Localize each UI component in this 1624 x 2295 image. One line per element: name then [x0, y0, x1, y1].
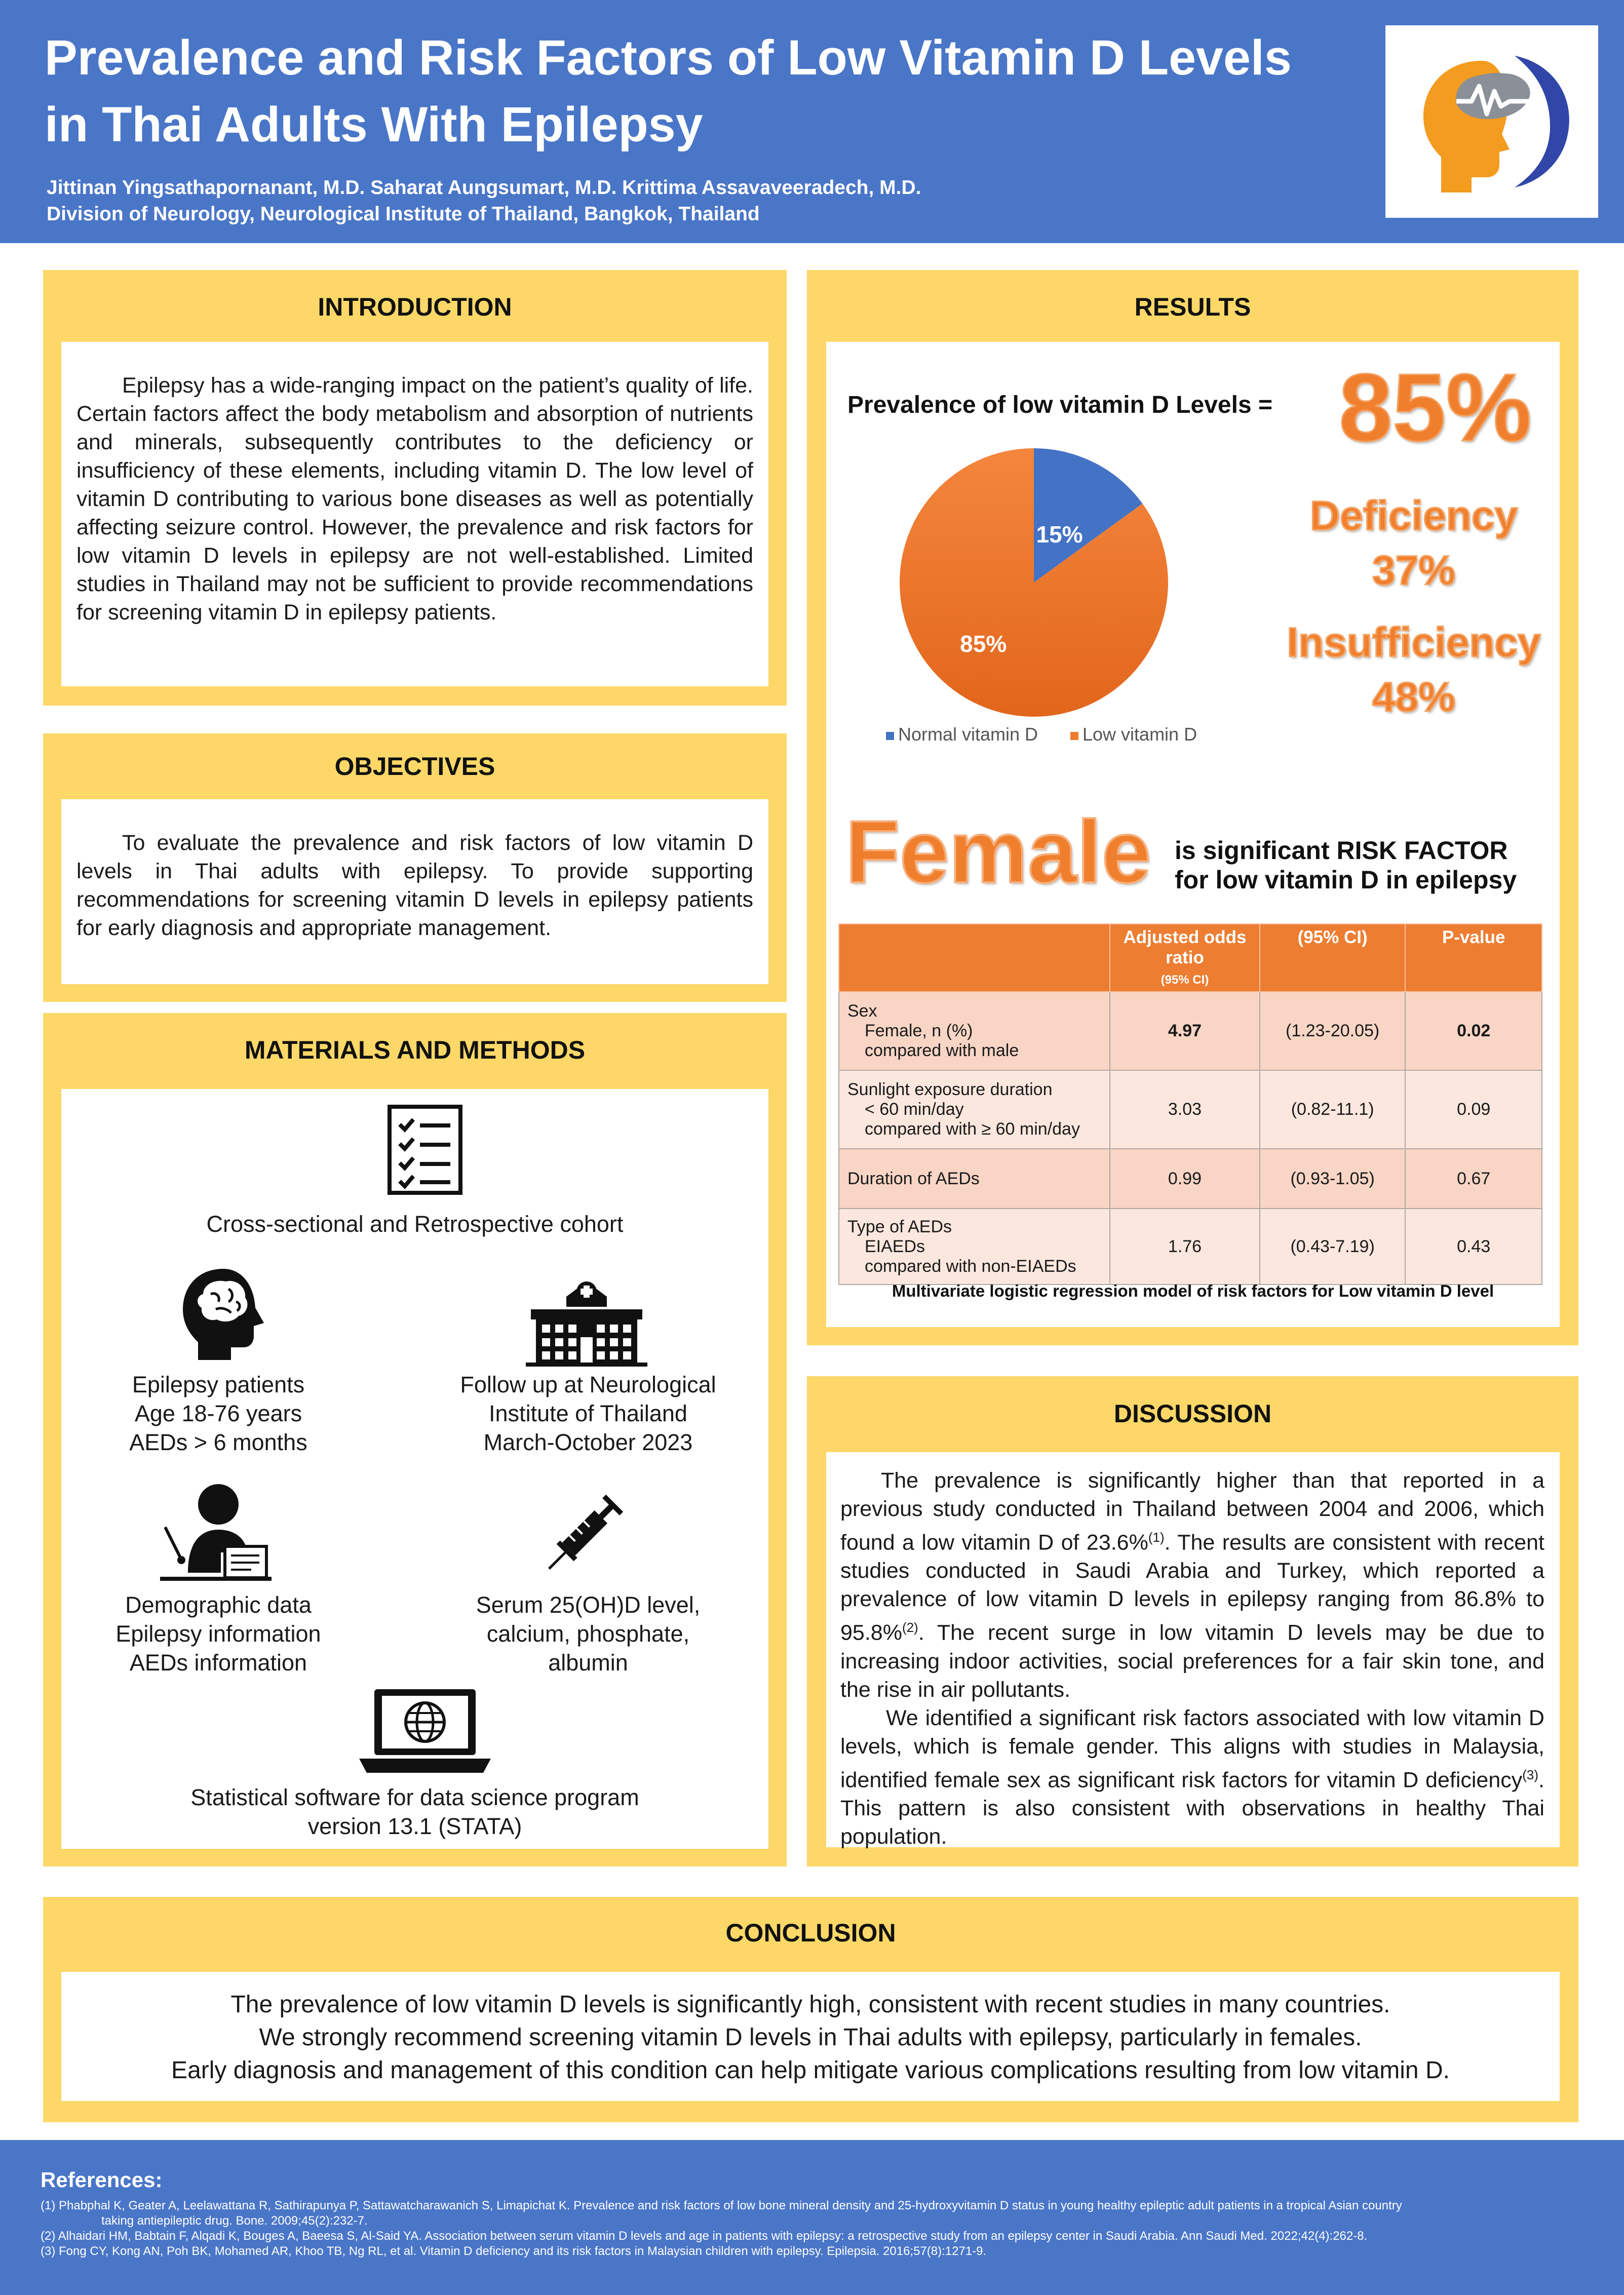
prevalence-value: 85%: [1339, 354, 1532, 461]
institute-logo: [1385, 25, 1598, 218]
poster-title: [45, 24, 1362, 158]
female-word: Female: [845, 803, 1151, 902]
table-row: Type of AEDs EIAEDs compared with non-EIAEDs 1.76 (0.43-7.19) 0.43: [839, 1209, 1542, 1285]
patients-info: [87, 1370, 350, 1457]
references-title: References:: [41, 2168, 163, 2192]
objectives-panel: [43, 733, 787, 1002]
patients-line-2: Age 18-76 years: [134, 1401, 302, 1426]
legend-label: Normal vitamin D: [898, 724, 1038, 745]
discussion-body: [826, 1452, 1560, 1847]
methods-title: MATERIALS AND METHODS: [244, 1036, 586, 1064]
checklist-icon: [387, 1104, 463, 1195]
risk-line-1: is significant RISK FACTOR: [1175, 836, 1508, 865]
results-body: [826, 342, 1560, 1327]
discussion-paragraph-1: The prevalence is significantly higher than that reported in a previous study conducted in Thailand between 2004 and 2006, which found a low vitamin D of 23.6%$^{(1)}$. The results are consistent with recent studies conducted in Saudi Arabia and Turkey, which reported a prevalence of low vitamin D levels in epilepsy ranging from 86.8% to 95.8%$^{(2)}$. The recent surge in low vitamin D levels may be due to increasing indoor activities, social preferences for a fair skin tone, and the rise in air pollutants.: [840, 1468, 1544, 1702]
title-line-2: in Thai Adults With Epilepsy: [45, 97, 703, 152]
risk-factor-statement: [1175, 836, 1517, 894]
authors: Jittinan Yingsathapornanant, M.D. Saharat Aungsumart, M.D. Krittima Assavaveeradech, M.D.: [47, 177, 921, 199]
prevalence-pie-chart: [892, 448, 1197, 745]
risk-factor-table: [838, 923, 1542, 1285]
header-odds-ratio: Adjusted odds ratio (95% CI): [1110, 924, 1260, 992]
deficiency-value: 37%: [1372, 548, 1456, 594]
results-panel: [807, 270, 1578, 1345]
followup-line-2: Institute of Thailand: [489, 1401, 687, 1426]
reference-3: (3) Fong CY, Kong AN, Poh BK, Mohamed AR, Khoo TB, Ng RL, et al. Vitamin D deficiency and its risk factors in Malaysian children with epilepsy. Epilepsia. 2016;57(8):1271-9.: [41, 2244, 987, 2258]
table-caption: Multivariate logistic regression model of risk factors for Low vitamin D level: [892, 1281, 1494, 1300]
insufficiency-value: 48%: [1372, 674, 1456, 720]
followup-line-3: March-October 2023: [483, 1429, 693, 1455]
conclusion-title: CONCLUSION: [725, 1919, 896, 1947]
table-row: Duration of AEDs 0.99 (0.93-1.05) 0.67: [839, 1149, 1542, 1209]
laptop-globe-icon: [357, 1687, 493, 1778]
header-variable: [839, 924, 1110, 992]
objectives-text: To evaluate the prevalence and risk factors of low vitamin D levels in Thai adults with epilepsy. To provide supporting recommendations for screening vitamin D levels in epilepsy patients for early diagnosis and appropriate management.: [76, 831, 753, 940]
objectives-title: OBJECTIVES: [334, 752, 495, 781]
header-p-value: P-value: [1405, 924, 1542, 992]
labs-line-3: albumin: [548, 1650, 628, 1676]
head-brain-logo-icon: [1385, 25, 1598, 218]
data-collected: [87, 1590, 350, 1677]
person-presenting-icon: [160, 1482, 272, 1583]
followup-line-1: Follow up at Neurological: [460, 1372, 716, 1397]
followup-info: [446, 1370, 730, 1457]
reference-1-cont: taking antiepileptic drug. Bone. 2009;45(2):232-7.: [101, 2214, 368, 2228]
methods-body: [61, 1089, 768, 1849]
insufficiency-block: [1272, 615, 1556, 725]
discussion-panel: [807, 1376, 1578, 1866]
insufficiency-label: Insufficiency: [1287, 619, 1541, 666]
legend-label: Low vitamin D: [1082, 724, 1197, 745]
pie-data-label: 85%: [960, 630, 1007, 657]
table-row: Sunlight exposure duration < 60 min/day compared with ≥ 60 min/day 3.03 (0.82-11.1) 0.09: [839, 1070, 1542, 1149]
reference-1: (1) Phabphal K, Geater A, Leelawattana R, Sathirapunya P, Sattawatcharawanich S, Limapichat K. Prevalence and risk factors of low bone mineral density and 25-hydroxyvitamin D status in young healthy epileptic adult patients in a tropical Asian country: [41, 2199, 1402, 2212]
brain-head-icon: [180, 1266, 266, 1363]
labs-line-2: calcium, phosphate,: [486, 1621, 690, 1647]
patients-line-1: Epilepsy patients: [132, 1372, 305, 1397]
hospital-icon: [526, 1261, 647, 1368]
pie-data-label: 15%: [1036, 521, 1083, 548]
deficiency-label: Deficiency: [1309, 493, 1518, 539]
author-block: [47, 175, 921, 227]
introduction-title: INTRODUCTION: [318, 293, 512, 321]
affiliation: Division of Neurology, Neurological Institute of Thailand, Bangkok, Thailand: [47, 203, 760, 225]
data-line-3: AEDs information: [129, 1650, 307, 1676]
references-list: [41, 2198, 1586, 2259]
risk-line-2: for low vitamin D in epilepsy: [1175, 866, 1517, 894]
methods-panel: [43, 1013, 787, 1866]
discussion-title: DISCUSSION: [1113, 1399, 1272, 1428]
conclusion-line-2: We strongly recommend screening vitamin D levels in Thai adults with epilepsy, particularly in females.: [259, 2024, 1362, 2051]
title-line-1: Prevalence and Risk Factors of Low Vitamin D Levels: [45, 30, 1292, 85]
conclusion-line-3: Early diagnosis and management of this condition can help mitigate various complications resulting from low vitamin D.: [171, 2057, 1450, 2084]
patients-line-3: AEDs > 6 months: [129, 1429, 307, 1455]
legend-swatch: [886, 732, 894, 740]
software-info: [61, 1783, 768, 1841]
deficiency-block: [1272, 489, 1556, 598]
software-line-1: Statistical software for data science program: [190, 1784, 639, 1810]
objectives-body: [61, 799, 768, 984]
conclusion-line-1: The prevalence of low vitamin D levels is significantly high, consistent with recent studies in many countries.: [230, 1991, 1390, 2018]
lab-tests: [446, 1590, 730, 1677]
conclusion-body: [61, 1972, 1560, 2101]
introduction-panel: [43, 270, 787, 706]
syringe-icon: [532, 1484, 634, 1585]
labs-line-1: Serum 25(OH)D level,: [476, 1592, 701, 1618]
introduction-body: [61, 342, 768, 686]
study-design: Cross-sectional and Retrospective cohort: [206, 1211, 624, 1237]
data-line-1: Demographic data: [125, 1592, 312, 1618]
data-line-2: Epilepsy information: [115, 1621, 321, 1647]
header-ci: (95% CI): [1260, 924, 1406, 992]
results-title: RESULTS: [1134, 293, 1251, 321]
prevalence-label: Prevalence of low vitamin D Levels =: [847, 392, 1273, 418]
software-line-2: version 13.1 (STATA): [307, 1813, 522, 1839]
legend-swatch: [1070, 732, 1078, 740]
table-row: Sex Female, n (%) compared with male 4.97 (1.23-20.05) 0.02: [839, 992, 1542, 1070]
introduction-text: Epilepsy has a wide-ranging impact on the patient’s quality of life. Certain factors affect the body metabolism and absorption of nutrients and minerals, subsequently contributes to the deficiency or insufficiency of these elements, including vitamin D. The low level of vitamin D contributing to various bone diseases as well as potentially affecting seizure control. However, the prevalence and risk factors for low vitamin D levels in epilepsy are not well-established. Limited studies in Thailand may not be sufficient to provide recommendations for screening vitamin D in epilepsy patients.: [76, 373, 753, 625]
conclusion-panel: [43, 1897, 1578, 2122]
discussion-paragraph-2: We identified a significant risk factors associated with low vitamin D levels, which is female gender. This aligns with studies in Malaysia, identified female sex as significant risk factors for vitamin D deficiency$^{(3)}$. This pattern is also consistent with observations in healthy Thai population.: [840, 1705, 1544, 1849]
reference-2: (2) Alhaidari HM, Babtain F, Alqadi K, Bouges A, Baeesa S, Al-Said YA. Association between serum vitamin D levels and age in patients with epilepsy: a retrospective study from an epilepsy center in Saudi Arabia. Ann Saudi Med. 2022;42(4):262-8.: [41, 2229, 1368, 2243]
